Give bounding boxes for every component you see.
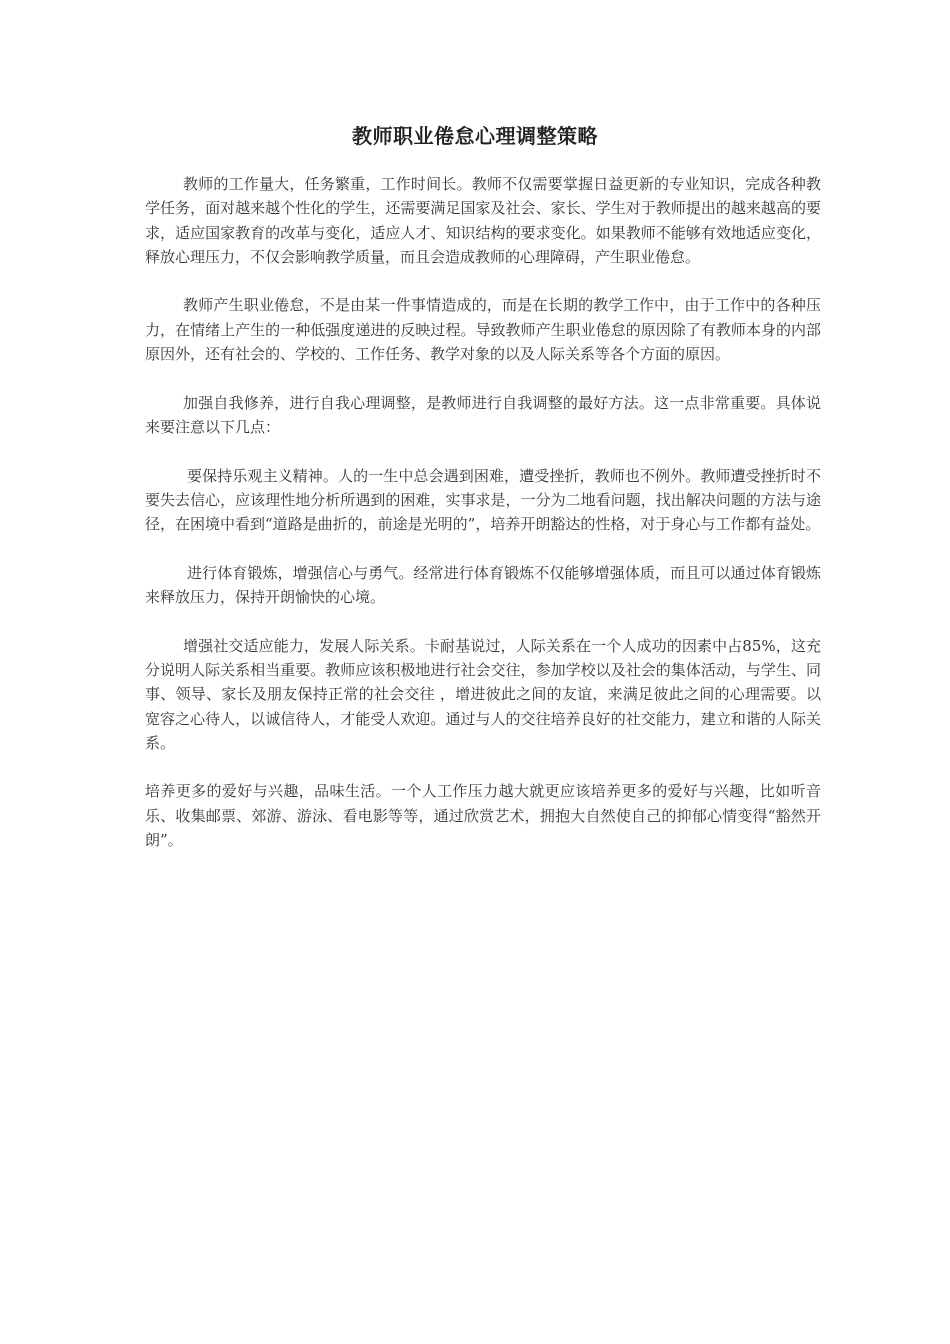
paragraph-exercise: 进行体育锻炼，增强信心与勇气。经常进行体育锻炼不仅能够增强体质，而且可以通过体育锻炼来释放压力，保持开朗愉快的心境。 [145,563,821,607]
document-title: 教师职业倦怠心理调整策略 [352,124,598,148]
paragraph-optimism: 要保持乐观主义精神。人的一生中总会遇到困难，遭受挫折，教师也不例外。教师遭受挫折时不要失去信心，应该理性地分析所遇到的困难，实事求是，一分为二地看问题，找出解决问题的方法与途径，在困境中看到“道路是曲折的，前途是光明的”，培养开朗豁达的性格，对于身心与工作都有益处。 [145,466,821,534]
paragraph-self-adjustment: 加强自我修养，进行自我心理调整，是教师进行自我调整的最好方法。这一点非常重要。具体说来要注意以下几点： [145,393,821,436]
paragraph-hobbies: 培养更多的爱好与兴趣，品味生活。一个人工作压力越大就更应该培养更多的爱好与兴趣，比如听音乐、收集邮票、郊游、游泳、看电影等等，通过欣赏艺术，拥抱大自然使自己的抑郁心情变得“豁然开朗”。 [145,782,821,850]
document-body [145,172,821,877]
paragraph-burnout-causes: 教师产生职业倦怠，不是由某一件事情造成的，而是在长期的教学工作中，由于工作中的各种压力，在情绪上产生的一种低强度递进的反映过程。导致教师产生职业倦怠的原因除了有教师本身的内部原因外，还有社会的、学校的、工作任务、教学对象的以及人际关系等各个方面的原因。 [145,296,821,364]
paragraph-workload: 教师的工作量大，任务繁重，工作时间长。教师不仅需要掌握日益更新的专业知识，完成各种教学任务，面对越来越个性化的学生，还需要满足国家及社会、家长、学生对于教师提出的越来越高的要求，适应国家教育的改革与变化，适应人才、知识结构的要求变化。如果教师不能够有效地适应变化，释放心理压力，不仅会影响教学质量，而且会造成教师的心理障碍，产生职业倦怠。 [145,175,821,266]
paragraph-social-skills: 增强社交适应能力，发展人际关系。卡耐基说过，人际关系在一个人成功的因素中占85%，这充分说明人际关系相当重要。教师应该积极地进行社会交往，参加学校以及社会的集体活动，与学生、同事、领导、家长及朋友保持正常的社会交往 ，增进彼此之间的友谊，来满足彼此之间的心理需要。以宽容之心待人，以诚信待人，才能受人欢迎。通过与人的交往培养良好的社交能力，建立和谐的人际关系。 [145,636,821,752]
